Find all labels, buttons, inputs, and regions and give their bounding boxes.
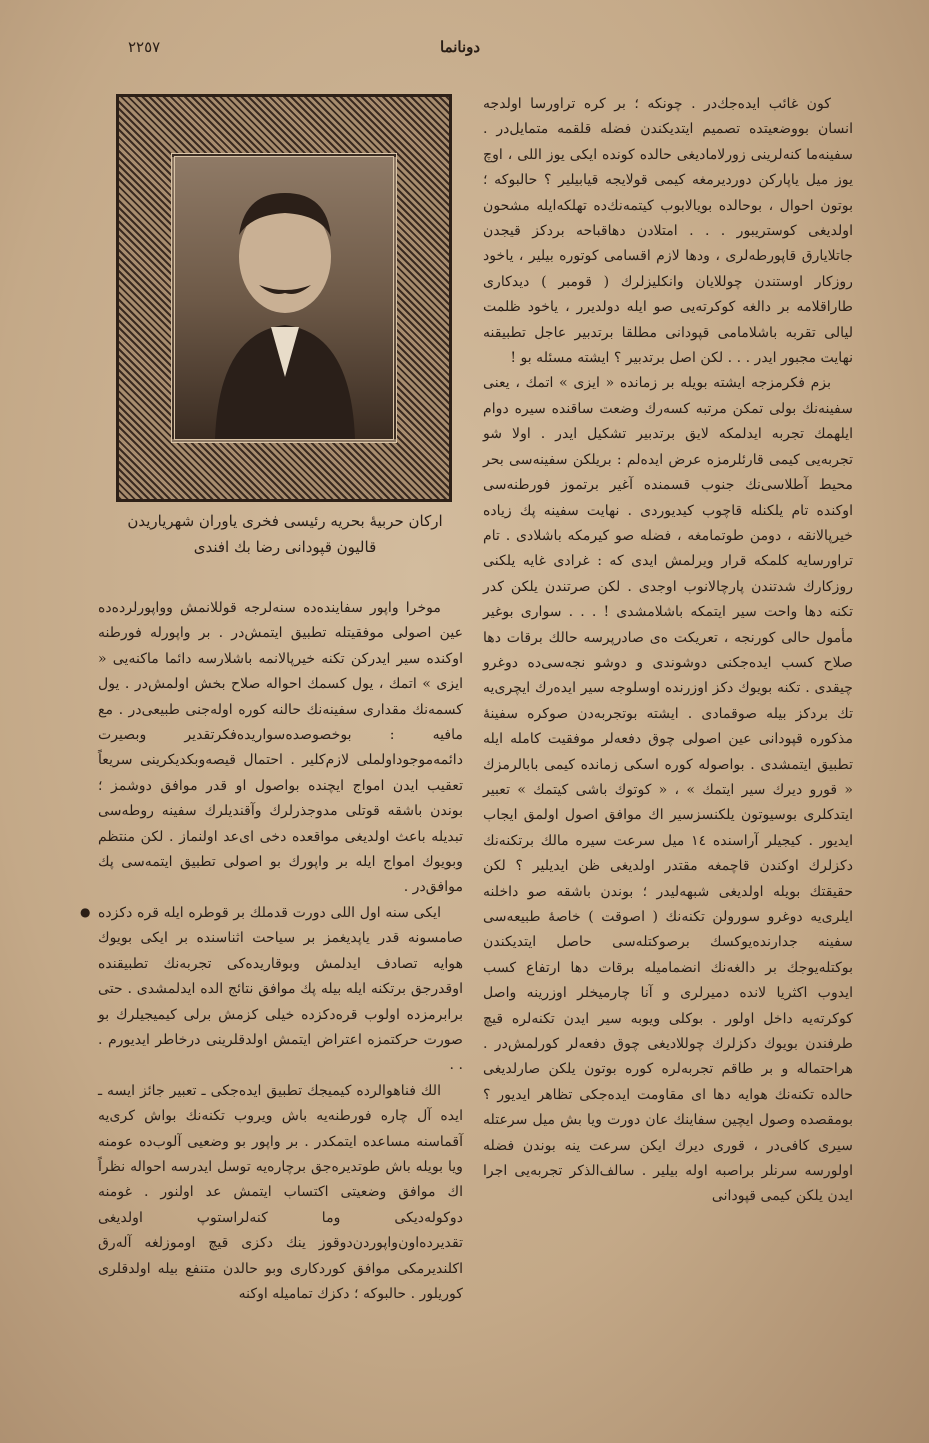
page-number: ٢٢٥٧ xyxy=(128,38,161,56)
portrait-frame xyxy=(116,94,452,502)
paragraph: بزم فکرمزجه ایشته بویله بر زمانده « ایزی » اتمك ، یعنی سفینه‌نك بولی تمکن مرتبه کسه‌رك وضعت ساقنده سیره دوام ایلهمك تجربه ایدلمکه لایق برتدبیر تشکیل ایدر . اولا شو تجربه‌یی کیمی قارئلرمزه عرض ایده‌لم : بریلکن سفینه‌سی بحر محیط آطلاسی‌نك جنوب قسمنده آغیر برتموز فورطنه‌سی اوکنده تام یلکنله قاچوب کیدیوردی . نهایت سفینه پك زیاده خیرپالانقه ، دومن طوتمامغه ، فضله صو کیرمکه باشلادی . تام تراورسایه کلمکه قرار ویرلمش ایدی که : غرادی غایه یلکنی روزکارك شدتندن پارچالانوب اوجدی . لکن صرتندن یلکن کدر تکنه دها واحت سیر ایتمکه باشلامشدی ! . . . سواری بوغیر مأمول حالی کورنجه ، تعریکت ه‌ی صادرپرسه حالك برقات دها صلاح کسب ایده‌جکنی دوشوندی و دوشو نجه‌سی‌ده دوغرو چیقدی . تکنه بویوك دکز اوزرنده اوسلوجه سیر ایده‌رك ایچری‌یه تك بردکز بیله صوقمادی . ایشته بوتجربه‌دن صوکره سفینهٔ مذکوره قپودانی عین اصولی چوق دفعه‌لر موفقیت کامله ایله تطبیق ایتمشدی . بواصوله کوره اسکی زمانده کیمی بابالرمزك « قورو دیرك سیر ایتمك » ، « کوتوك باشی کیتمك » تعبیر ایتدکلری بوسیوتون یلکنسزسیر اك موافق اصول اولمق ایجاب ایدیور . کیجیلر آراسنده ١٤ میل سرعت سیره مالك برتکنه‌نك دکزلرك اوکندن قاچمغه مقتدر اولدیغی ظن ایدیلیر ؟ لکن حقیقتك بویله اولدیغی شبهه‌لیدر ؛ بوندن باشقه صو داخلنه ایلری‌یه دوغرو سورولن تکنه‌نك ( اصوقت ) خاصهٔ طبیعه‌سی سفینه جدارنده‌یوکسك برصوکتله‌سی حاصل ایتدیکندن بوکتله‌یوجك بر دالغه‌نك انضمامیله برقات دها ارتفاع کسب ایدوب اکثریا لانده دمیرلری و آنا چارمیخلر اوزرینه واصل کوکرته‌یه داخل اولور . بوکلی ویوبه سیر ایدن تکنه‌لره قیچ طرفندن بویوك دکزلرك چوللادیغی چوق دفعه‌لر کورلمش‌در . هراحتماله و بر طاقم تجربه‌لره کوره بوتون یلکن صارلدیغی حالده تکنه‌نك هوایه دها ای مقاومت ایده‌جکی تظاهر ایدیور ؟ بومقصده وصول ایچین سفاینك عان دورت ویا بش میل سرعتله سیری کافی‌در ، قوری دیرك ایکن سرعت ینه بوندن فضله اولورسه سرنلر براصبه اوله بیلیر . سالف‌الذکر تجربه‌یی اجرا ایدن یلکن کیمی قپودانی xyxy=(483,375,853,1205)
paragraph: کون غائب ایده‌جك‌در . چونکه ؛ بر کره تراورسا اولدجه انسان بووضعیتده تصمیم ایتدیکندن فضله قلقمه متمایل‌در . سفینه‌ما کنه‌لرینی زورلامادیغی حالده کونده ایکی یوز اللی ، اوچ یوز میل یاپارکن دوردیرمغه کیمی قولایجه قیابیلیر ؟ حالبوکه ؛ بوتون احوال ، بوحالده بویالابوب کیتمه‌نك‌ده تهلکه‌ایله مشحون اولدیغی کوستریبور . . . امتلادن دهاقباحه بردکز قیجدن جاتلایارق قاپورطه‌لری ، ودها لازم اقسامی کوتوره بیلیر ، یاخود روزکار اوستندن چوللایان وانکلیزلرك ( قومبر ) دیدکاری طاراقلامه بر دالغه کوکرته‌یی صو ایله دولدیرر ، یاخود ظلمت لیالی تقربه باشلامامی قپودانی مطلقا برتدبیر عاجل تطبیقنه نهایت مجبور ایدر . . . لکن اصل برتدبیر ؟ ایشته مسئله بو ! xyxy=(483,96,853,367)
caption-line: قالیون قپودانی رضا بك افندی xyxy=(193,538,377,556)
bullet-mark-icon: ● xyxy=(80,905,91,919)
caption-line: اركان حربيهٔ بحریه رئیسی فخری یاوران شهریاریدن xyxy=(127,512,443,530)
paragraph: موخرا واپور سفاینده‌ده سنه‌لرجه قوللانمش وواپورلرده‌ده عین اصولی موفقیتله تطبیق ایتمش‌در . بر واپورله فورطنه اوکنده سیر ایدرکن تکنه خیرپالانمه باشلارسه دائما ماکنه‌یی « ایزی » اتمك ، یول کسمك احواله صلاح بخش اولمش‌در . یول کسمه‌نك مقداری سفینه‌نك حالنه کوره اوله‌جنی طبیعی‌در . مع مافیه : بوخصوصده‌سواریده‌فکرتقدیر وبصیرت دائمه‌موجوداولملی لازم‌کلیر . احتمال قیصه‌وبکدیکرینی سریعاً تعقیب ایدن امواج ایچنده بواصول او قدر موافق دوشمز ؛ بوندن باشقه قوتلی مدوجذرلرك وآقندیلرك سفینه روطه‌سی تبدیله باعث اولدیغی مواقعده دخی ای‌عد اولنماز . لکن منتظم وبویوك امواج ایله بر واپورك بو اصولی تطبیق ایتمه‌سی پك موافق‌در . xyxy=(98,600,463,896)
running-head: دونانما xyxy=(440,38,481,56)
portrait-photo xyxy=(171,153,397,443)
portrait-caption xyxy=(110,508,460,560)
text-column-left xyxy=(98,596,463,1426)
text-column-right xyxy=(483,92,853,1427)
paragraph: ایکی سنه اول اللی دورت قدملك بر قوطره ایله قره دکزده صامسونه قدر یاپدیغمز بر سیاحت اثناسنده بر ایکی بویوك هوایه تصادف ایدلمش وبوقاریده‌کی تجربه‌نك تطبیقنده اوقدرجق برتکنه ایله بیله پك موافق نتائج الده ایدلمشدی . حتی برابرمزده اولوب قره‌دکزده خیلی کزمش برلی کیمیجیلرك بو صورت حرکتمزه اعتراض ایتمش اولدقلرینی درخاطر ایدیورم . . . xyxy=(98,904,463,1074)
paragraph: الك فناهوالرده کیمیجك تطبیق ایده‌جکی ـ تعبیر جائز ایسه ـ ایده آل چاره فورطنه‌یه باش ویروب تکنه‌نك بواش کری‌یه آقماسنه مساعده ایتمکدر . بر واپور بو وضعیی آلوب‌ده عومنه ویا بویله باش طوتدیره‌جق برچاره‌یه توسل ایدرسه احواله نظراً اك موافق وضعیتی اکتساب ایتمش عد اولنور . غومنه دوکوله‌دیکی وما کنه‌لراستوپ اولدیغی تقدیرده‌اون‌واپوردن‌دوقوز ینك دکزی قیچ اوموزلغه آلەرق اکلندیرمکی موافق کوردکاری وبو حالدن متنفع بیله اولدقلری کوریلور . حالبوکه ؛ دکزك تمامیله اوکنه xyxy=(98,1082,463,1302)
